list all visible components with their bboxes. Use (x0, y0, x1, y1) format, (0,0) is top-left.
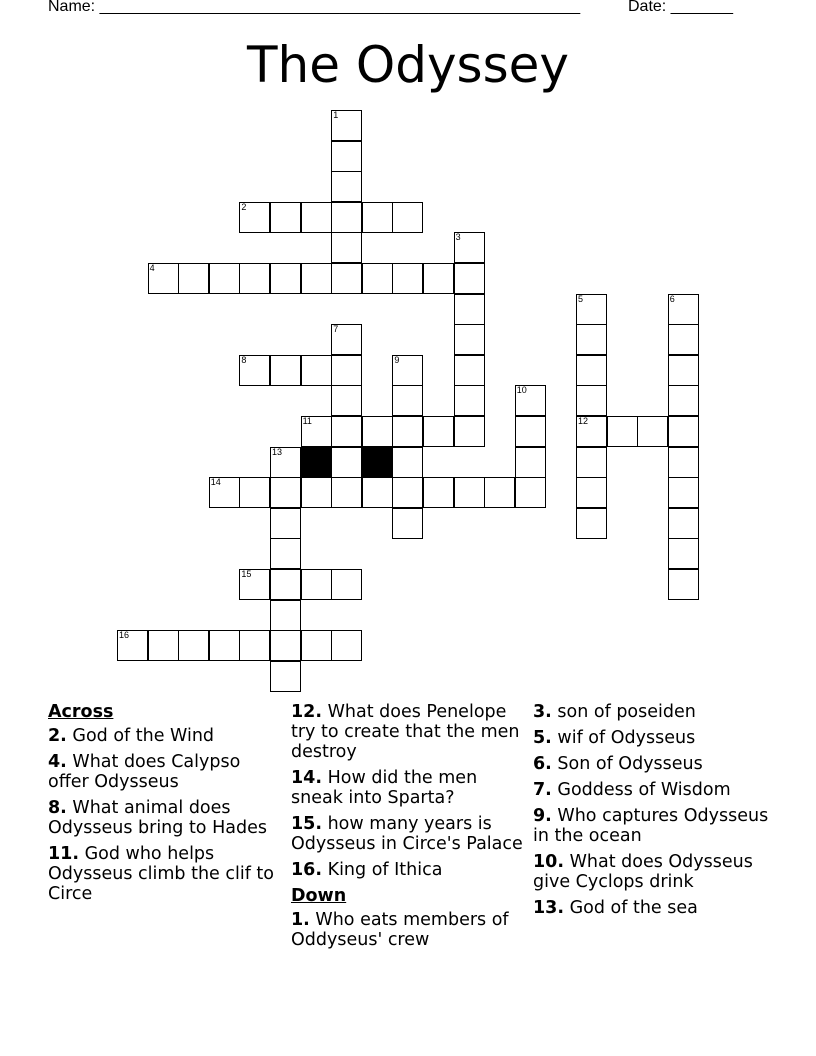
clue-across-11: 11. God who helps Odysseus climb the clif to Circe (48, 844, 274, 904)
crossword-cell[interactable] (270, 355, 301, 386)
crossword-cell[interactable] (178, 630, 209, 661)
crossword-cell[interactable] (668, 447, 699, 478)
clue-down-3: 3. son of poseiden (533, 702, 696, 722)
crossword-cell[interactable] (668, 569, 699, 600)
crossword-cell[interactable] (362, 202, 393, 233)
crossword-cell[interactable] (668, 294, 699, 325)
clue-across-16: 16. King of Ithica (291, 860, 443, 880)
clue-number: 8 (241, 354, 247, 365)
crossword-cell[interactable] (576, 385, 607, 416)
crossword-cell[interactable] (239, 477, 270, 508)
crossword-cell[interactable] (301, 416, 332, 447)
clue-number: 5 (578, 293, 584, 304)
crossword-cell[interactable] (270, 447, 301, 478)
name-field-line: Name: ______________________________________________________ (48, 0, 581, 15)
clue-number: 7 (333, 324, 339, 335)
clue-across-12: 12. What does Penelope try to create that the men destroy (291, 702, 520, 762)
crossword-cell[interactable] (301, 263, 332, 294)
clue-number: 15 (241, 569, 252, 579)
clue-number: 13 (272, 446, 283, 457)
clue-number: 12 (578, 416, 589, 426)
crossword-cell[interactable] (576, 355, 607, 386)
clues-column-2 (291, 702, 527, 956)
crossword-cell[interactable] (668, 477, 699, 508)
crossword-cell[interactable] (301, 630, 332, 661)
clue-number: 11 (302, 416, 312, 426)
crossword-cell[interactable] (454, 263, 485, 294)
crossword-cell[interactable] (423, 263, 454, 294)
clue-across-2: 2. God of the Wind (48, 726, 215, 746)
clue-down-9: 9. Who captures Odysseus in the ocean (533, 806, 769, 846)
clue-across-14: 14. How did the men sneak into Sparta? (291, 768, 478, 808)
across-heading: Across (48, 702, 114, 722)
crossword-cell[interactable] (331, 263, 362, 294)
crossword-cell[interactable] (515, 447, 546, 478)
crossword-cell[interactable] (331, 630, 362, 661)
crossword-cell[interactable] (331, 171, 362, 202)
crossword-cell[interactable] (331, 447, 362, 478)
crossword-cell[interactable] (423, 416, 454, 447)
crossword-cell[interactable] (454, 232, 485, 263)
crossword-cell[interactable] (239, 630, 270, 661)
crossword-cell[interactable] (484, 477, 515, 508)
crossword-cell[interactable] (362, 477, 393, 508)
crossword-cell[interactable] (239, 202, 270, 233)
crossword-cell[interactable] (270, 600, 301, 631)
crossword-cell[interactable] (668, 538, 699, 569)
clue-number: 4 (149, 263, 155, 273)
crossword-cell[interactable] (576, 447, 607, 478)
crossword-cell[interactable] (209, 263, 240, 294)
black-square (362, 447, 393, 478)
clues-column-3 (533, 702, 783, 924)
crossword-cell[interactable] (637, 416, 668, 447)
black-square (301, 447, 332, 478)
clue-down-7: 7. Goddess of Wisdom (533, 780, 731, 800)
clue-number: 14 (210, 477, 221, 488)
crossword-cell[interactable] (576, 416, 607, 447)
crossword-cell[interactable] (331, 477, 362, 508)
clue-number: 2 (241, 201, 247, 212)
crossword-cell[interactable] (301, 202, 332, 233)
clue-down-13: 13. God of the sea (533, 898, 698, 918)
crossword-cell[interactable] (148, 263, 179, 294)
crossword-cell[interactable] (331, 355, 362, 386)
page-title: The Odyssey (246, 36, 570, 94)
crossword-cell[interactable] (148, 630, 179, 661)
crossword-cell[interactable] (331, 232, 362, 263)
crossword-cell[interactable] (239, 355, 270, 386)
crossword-cell[interactable] (576, 324, 607, 355)
crossword-cell[interactable] (454, 355, 485, 386)
crossword-cell[interactable] (331, 385, 362, 416)
crossword-cell[interactable] (270, 202, 301, 233)
crossword-cell[interactable] (117, 630, 148, 661)
crossword-cell[interactable] (301, 355, 332, 386)
crossword-cell[interactable] (607, 416, 638, 447)
clue-number: 6 (669, 293, 675, 304)
clue-number: 10 (516, 385, 527, 396)
crossword-cell[interactable] (515, 477, 546, 508)
crossword-cell[interactable] (454, 324, 485, 355)
clue-across-4: 4. What does Calypso offer Odysseus (48, 752, 241, 792)
crossword-cell[interactable] (392, 263, 423, 294)
crossword-cell[interactable] (239, 263, 270, 294)
crossword-cell[interactable] (301, 569, 332, 600)
date-field-line: Date: _______ (628, 0, 733, 15)
crossword-cell[interactable] (331, 324, 362, 355)
clue-down-6: 6. Son of Odysseus (533, 754, 703, 774)
crossword-cell[interactable] (392, 416, 423, 447)
crossword-cell[interactable] (392, 385, 423, 416)
crossword-cell[interactable] (362, 263, 393, 294)
clue-number: 16 (119, 630, 130, 641)
crossword-cell[interactable] (239, 569, 270, 600)
crossword-cell[interactable] (270, 508, 301, 539)
crossword-cell[interactable] (331, 141, 362, 172)
crossword-cell[interactable] (668, 324, 699, 355)
crossword-cell[interactable] (454, 385, 485, 416)
crossword-cell[interactable] (270, 569, 301, 600)
clue-down-1: 1. Who eats members of Oddyseus' crew (291, 910, 509, 950)
crossword-cell[interactable] (576, 508, 607, 539)
crossword-cell[interactable] (209, 630, 240, 661)
crossword-cell[interactable] (668, 385, 699, 416)
crossword-cell[interactable] (668, 355, 699, 386)
crossword-cell[interactable] (270, 263, 301, 294)
crossword-cell[interactable] (392, 508, 423, 539)
crossword-cell[interactable] (209, 477, 240, 508)
crossword-cell[interactable] (270, 630, 301, 661)
crossword-cell[interactable] (454, 416, 485, 447)
crossword-cell[interactable] (576, 294, 607, 325)
crossword-cell[interactable] (331, 569, 362, 600)
clue-across-15: 15. how many years is Odysseus in Circe's Palace (291, 814, 523, 854)
clue-number: 1 (333, 110, 339, 120)
crossword-cell[interactable] (270, 477, 301, 508)
crossword-cell[interactable] (270, 538, 301, 569)
crossword-cell[interactable] (392, 477, 423, 508)
crossword-cell[interactable] (454, 294, 485, 325)
crossword-cell[interactable] (668, 416, 699, 447)
clue-number: 9 (394, 354, 400, 365)
crossword-cell[interactable] (331, 202, 362, 233)
clues-column-1 (48, 702, 280, 910)
clue-across-8: 8. What animal does Odysseus bring to Hades (48, 798, 267, 838)
crossword-cell[interactable] (178, 263, 209, 294)
crossword-cell[interactable] (392, 355, 423, 386)
clue-down-5: 5. wif of Odysseus (533, 728, 696, 748)
crossword-cell[interactable] (668, 508, 699, 539)
crossword-cell[interactable] (454, 477, 485, 508)
clue-number: 3 (455, 232, 461, 243)
clue-down-10: 10. What does Odysseus give Cyclops drink (533, 852, 753, 892)
crossword-cell[interactable] (392, 202, 423, 233)
crossword-cell[interactable] (423, 477, 454, 508)
crossword-cell[interactable] (515, 385, 546, 416)
crossword-cell[interactable] (331, 416, 362, 447)
crossword-cell[interactable] (331, 110, 362, 141)
crossword-cell[interactable] (301, 477, 332, 508)
crossword-cell[interactable] (270, 661, 301, 692)
crossword-cell[interactable] (515, 416, 546, 447)
crossword-cell[interactable] (362, 416, 393, 447)
crossword-cell[interactable] (576, 477, 607, 508)
crossword-cell[interactable] (392, 447, 423, 478)
down-heading: Down (291, 886, 347, 906)
